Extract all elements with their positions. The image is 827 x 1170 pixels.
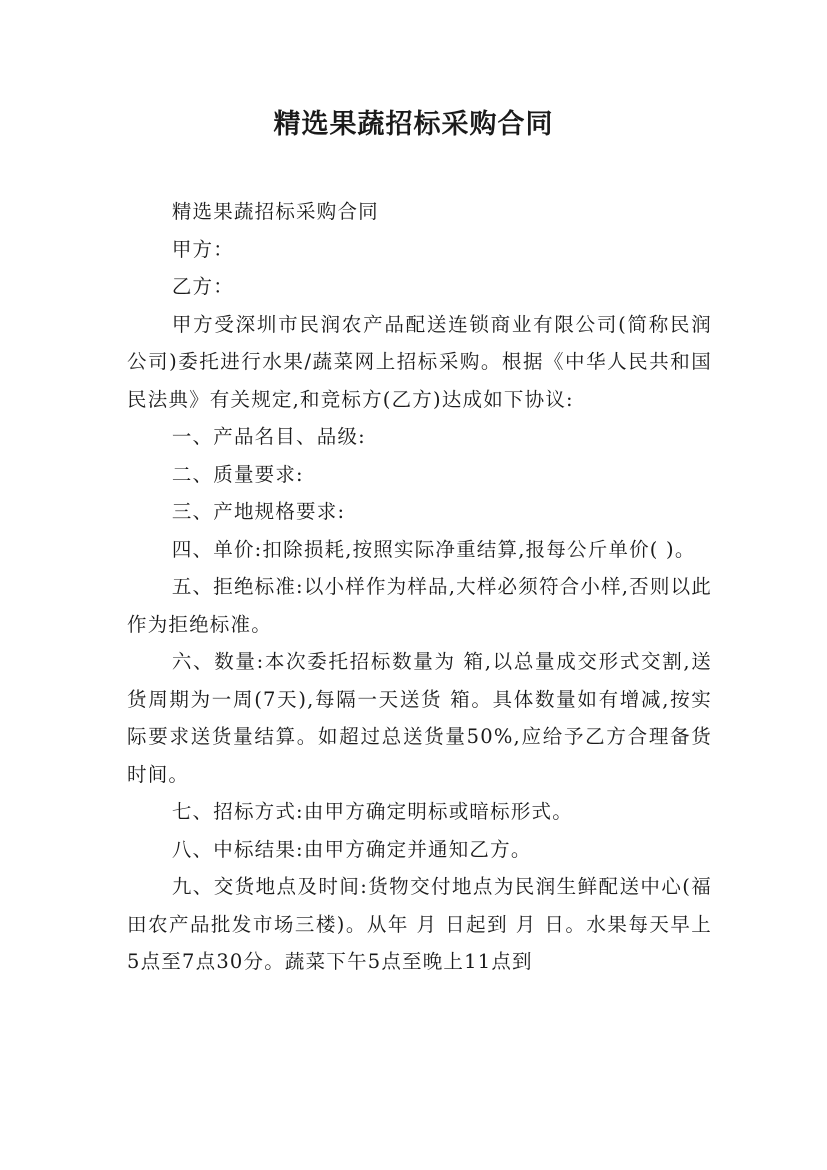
paragraph-party-a: 甲方： [171,237,234,261]
clause-4-price: 四、单价:扣除损耗,按照实际净重结算,报每公斤单价( )。 [171,537,696,561]
clause-1-product: 一、产品名目、品级: [171,425,366,448]
paragraph-subtitle: 精选果蔬招标采购合同 [171,200,379,223]
clause-6-quantity: 六、数量:本次委托招标数量为 箱,以总量成交形式交割,送货周期为一周(7天),每隔一天送货 箱。具体数量如有增减,按实际要求送货量结算。如超过总送货量50%,应给予乙方合理备货时间。 [127,650,712,786]
document-title: 精选果蔬招标采购合同 [273,109,554,140]
clause-8-result: 八、中标结果:由甲方确定并通知乙方。 [171,837,532,861]
clause-2-quality: 二、质量要求: [171,462,304,486]
clause-3-origin: 三、产地规格要求: [171,500,346,523]
paragraph-intro: 甲方受深圳市民润农产品配送连锁商业有限公司(简称民润公司)委托进行水果/蔬菜网上招标采购。根据《中华人民共和国民法典》有关规定,和竞标方(乙方)达成如下协议: [127,312,712,411]
clause-9-delivery: 九、交货地点及时间:货物交付地点为民润生鲜配送中心(福田农产品批发市场三楼)。从年 月 日起到 月 日。水果每天早上5点至7点30分。蔬菜下午5点至晚上11点到 [127,875,712,973]
paragraph-party-b: 乙方： [171,275,234,298]
clause-5-rejection: 五、拒绝标准:以小样作为样品,大样必须符合小样,否则以此作为拒绝标准。 [127,575,712,636]
document-body [127,193,712,981]
clause-7-method: 七、招标方式:由甲方确定明标或暗标形式。 [171,800,573,823]
